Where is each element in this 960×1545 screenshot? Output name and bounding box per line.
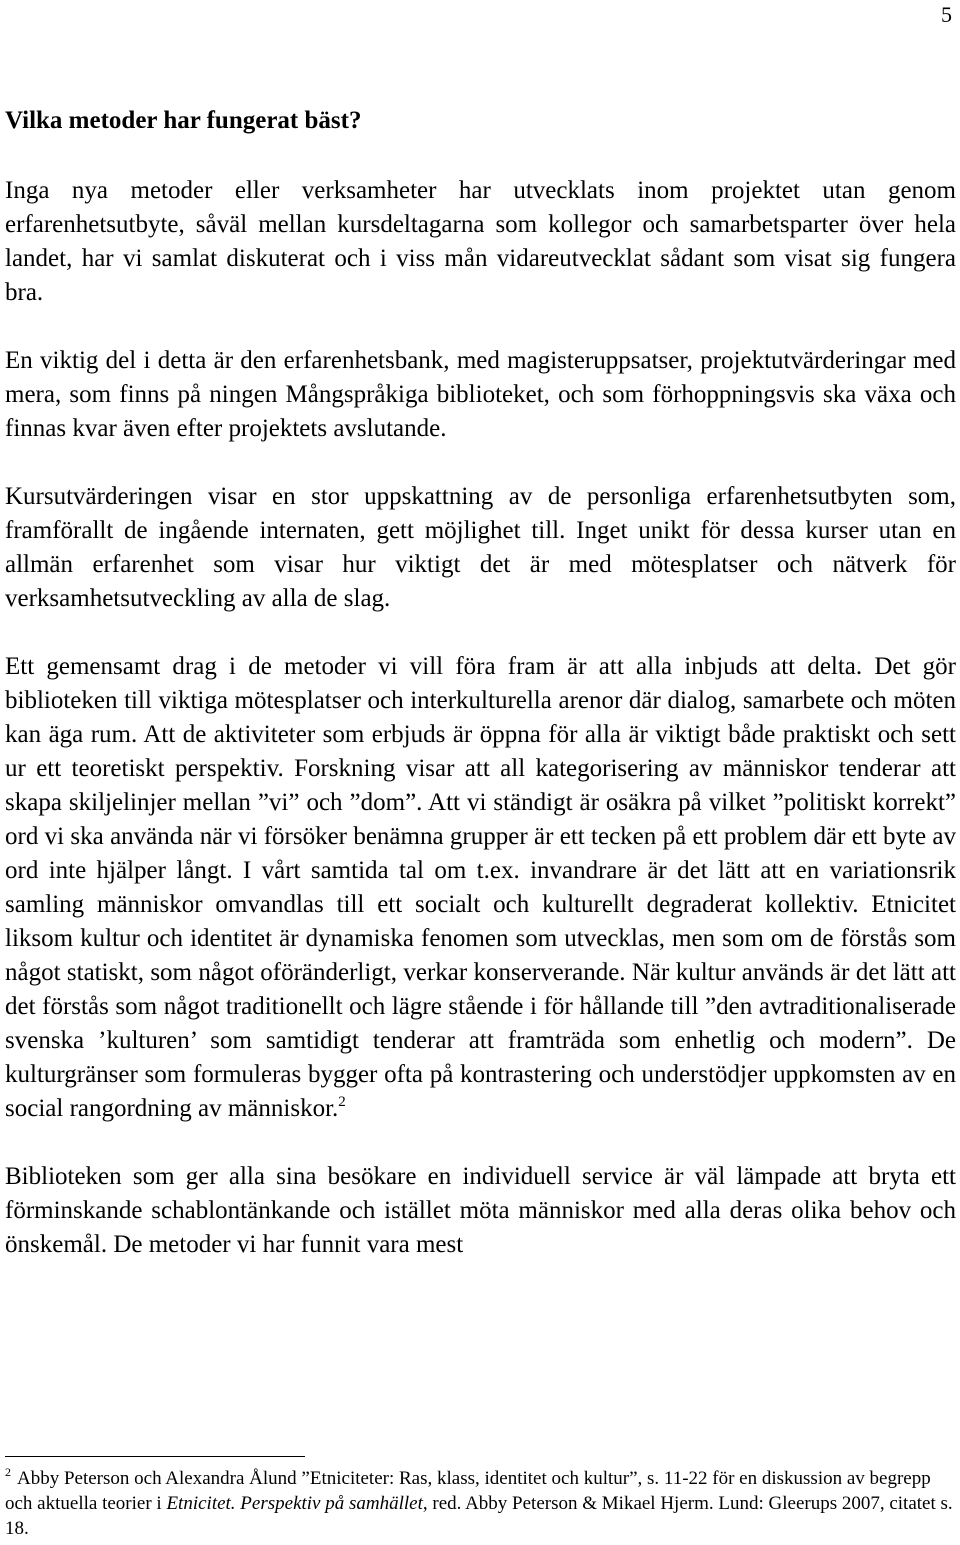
footnote-reference: 2 bbox=[338, 1094, 346, 1110]
footnote-separator bbox=[5, 1456, 305, 1457]
footnote bbox=[5, 1466, 956, 1541]
section-heading: Vilka metoder har fungerat bäst? bbox=[5, 107, 362, 134]
body-text bbox=[5, 174, 956, 1296]
paragraph-4 bbox=[5, 650, 956, 1126]
footnote-book-title: Etnicitet. Perspektiv på samhället bbox=[166, 1493, 423, 1514]
paragraph-2: En viktig del i detta är den erfarenhetsbank, med magisteruppsatser, projektutvärderingar med mera, som finns på ningen Mångspråkiga biblioteket, och som förhoppningsvis ska växa och finnas kvar även efter projektets avslutande. bbox=[5, 347, 956, 442]
paragraph-1: Inga nya metoder eller verksamheter har utvecklats inom projektet utan genom erfarenhetsutbyte, såväl mellan kursdeltagarna som kollegor och samarbetsparter över hela landet, har vi samlat diskuterat och i viss mån vidareutvecklat sådant som visat sig fungera bra. bbox=[5, 177, 956, 306]
paragraph-3: Kursutvärderingen visar en stor uppskattning av de personliga erfarenhetsutbyten som, framförallt de ingående internaten, gett möjlighet till. Inget unikt för dessa kurser utan en allmän erfarenhet som visar hur viktigt det är med mötesplatser och nätverk för verksamhetsutveckling av alla de slag. bbox=[5, 483, 956, 612]
paragraph-4-text: Ett gemensamt drag i de metoder vi vill föra fram är att alla inbjuds att delta. Det gör biblioteken till viktiga mötesplatser och interkulturella arenor där dialog, samarbete och möten kan äga rum. Att de aktiviteter som erbjuds är öppna för alla är viktigt både praktiskt och sett ur ett teoretiskt perspektiv. Forskning visar att all kategorisering av människor tenderar att skapa skiljelinjer mellan ”vi” och ”dom”. Att vi ständigt är osäkra på vilket ”politiskt korrekt” ord vi ska använda när vi försöker benämna grupper är ett tecken på ett problem där ett byte av ord inte hjälper långt. I vårt samtida tal om t.ex. invandrare är det lätt att en variationsrik samling människor omvandlas till ett socialt och kulturellt degraderat kollektiv. Etnicitet liksom kultur och identitet är dynamiska fenomen som utvecklas, men som om de förstås som något statiskt, som något oföränderligt, verkar konserverande. När kultur används är det lätt att det förstås som något traditionellt och lägre stående i för hållande till ”den avtraditionaliserade svenska ’kulturen’ som samtidigt tenderar att framträda som enhetlig och modern”. De kulturgränser som formuleras bygger ofta på kontrastering och understödjer uppkomsten av en social rangordning av människor. bbox=[5, 653, 956, 1122]
paragraph-5: Biblioteken som ger alla sina besökare en individuell service är väl lämpade att bryta ett förminskande schablontänkande och istället möta människor med alla deras olika behov och önskemål. De metoder vi har funnit vara mest bbox=[5, 1163, 956, 1258]
footnote-text-part-1: Abby Peterson och Alexandra Ålund ”Etniciteter: Ras, klass, identitet och kultur”, s. 11-22 för en diskussion av begrepp och aktuella teorier i bbox=[5, 1468, 931, 1514]
footnote-text-part-2: , red. Abby Peterson & Mikael Hjerm. Lund: Gleerups 2007, citatet s. 18. bbox=[5, 1493, 953, 1539]
footnote-number: 2 bbox=[5, 1465, 11, 1479]
page-number: 5 bbox=[941, 2, 952, 27]
